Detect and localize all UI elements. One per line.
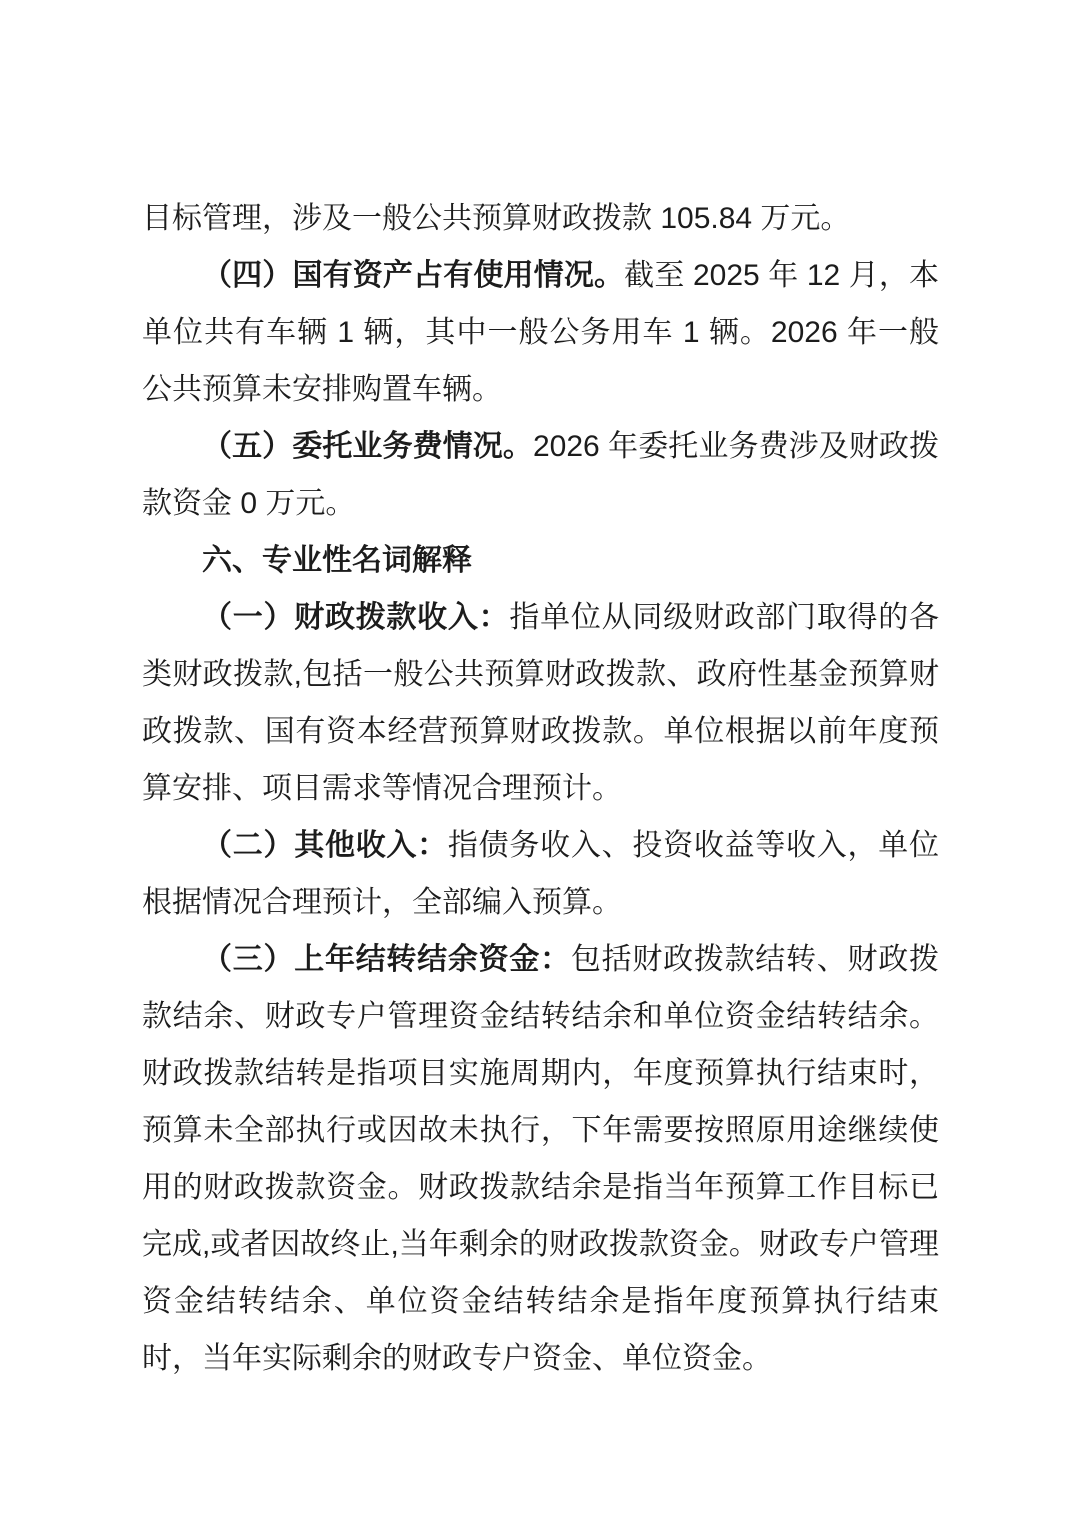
- paragraph-term-other-income: [142, 817, 939, 931]
- paragraph-text: 指单位从同级财政部门取得的各类财政拨款,包括一般公共预算财政拨款、政府性基金预算财政拨款、国有资本经营预算财政拨款。单位根据以前年度预算安排、项目需求等情况合理预计。: [142, 601, 940, 805]
- paragraph-text: 截至 2025 年 12 月，本单位共有车辆 1 辆，其中一般公务用车 1 辆。2026 年一般公共预算未安排购置车辆。: [142, 259, 940, 406]
- paragraph-state-owned-assets: [142, 247, 939, 418]
- paragraph-performance-target-continuation: [142, 190, 939, 247]
- paragraph-lead: （一）财政拨款收入：: [202, 601, 510, 634]
- paragraph-text: 包括财政拨款结转、财政拨款结余、财政专户管理资金结转结余和单位资金结转结余。财政拨款结转是指项目实施周期内，年度预算执行结束时，预算未全部执行或因故未执行，下年需要按照原用途继续使用的财政拨款资金。财政拨款结余是指当年预算工作目标已完成,或者因故终止,当年剩余的财政拨款资金。财政专户管理资金结转结余、单位资金结转结余是指年度预算执行结束时，当年实际剩余的财政专户资金、单位资金。: [142, 943, 940, 1375]
- document-text-block: [142, 190, 939, 1387]
- paragraph-text: 2026 年委托业务费涉及财政拨款资金 0 万元。: [142, 430, 940, 520]
- paragraph-lead: （五）委托业务费情况。: [202, 430, 533, 463]
- paragraph-term-fiscal-appropriation-income: [142, 589, 939, 817]
- paragraph-lead: （四）国有资产占有使用情况。: [202, 259, 625, 292]
- paragraph-term-carryover-surplus-funds: [142, 931, 939, 1387]
- paragraph-text: 目标管理，涉及一般公共预算财政拨款 105.84 万元。: [142, 202, 851, 235]
- paragraph-lead: （三）上年结转结余资金：: [202, 943, 571, 976]
- paragraph-lead: （二）其他收入：: [202, 829, 448, 862]
- paragraph-text: 指债务收入、投资收益等收入，单位根据情况合理预计，全部编入预算。: [142, 829, 940, 919]
- paragraph-entrusted-business-fee: [142, 418, 939, 532]
- section-heading-terminology: 六、专业性名词解释: [202, 544, 472, 577]
